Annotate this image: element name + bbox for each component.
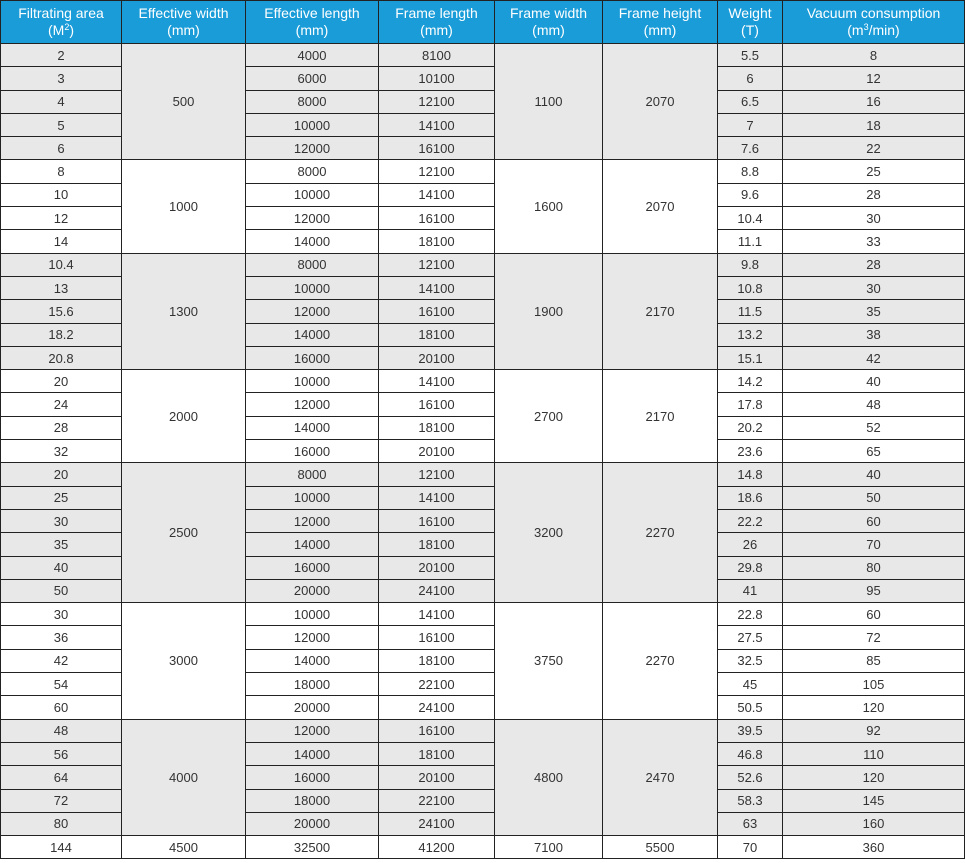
cell-effective-length: 20000 [246,696,379,719]
cell-weight: 20.2 [718,416,783,439]
cell-effective-length: 16000 [246,346,379,369]
cell-vacuum-consumption: 33 [783,230,965,253]
cell-filtrating-area: 42 [1,649,122,672]
header-label: Frame height [618,5,702,21]
cell-effective-length: 12000 [246,137,379,160]
cell-frame-width: 1600 [495,160,603,253]
cell-filtrating-area: 50 [1,579,122,602]
cell-frame-length: 16100 [379,207,495,230]
cell-filtrating-area: 36 [1,626,122,649]
cell-filtrating-area: 35 [1,533,122,556]
cell-vacuum-consumption: 12 [783,67,965,90]
cell-filtrating-area: 10 [1,183,122,206]
cell-effective-length: 12000 [246,393,379,416]
table-row [1,719,965,742]
cell-filtrating-area: 14 [1,230,122,253]
cell-vacuum-consumption: 30 [783,207,965,230]
cell-frame-length: 16100 [379,300,495,323]
cell-effective-length: 32500 [246,836,379,859]
cell-filtrating-area: 24 [1,393,122,416]
cell-effective-length: 8000 [246,90,379,113]
cell-weight: 5.5 [718,44,783,67]
cell-effective-length: 8000 [246,160,379,183]
cell-effective-length: 14000 [246,323,379,346]
header-effective-length [246,1,379,44]
cell-filtrating-area: 25 [1,486,122,509]
cell-vacuum-consumption: 22 [783,137,965,160]
cell-frame-length: 20100 [379,440,495,463]
cell-effective-length: 16000 [246,440,379,463]
cell-weight: 6 [718,67,783,90]
cell-weight: 9.8 [718,253,783,276]
cell-filtrating-area: 13 [1,276,122,299]
cell-vacuum-consumption: 145 [783,789,965,812]
cell-effective-width: 3000 [122,603,246,719]
cell-effective-length: 8000 [246,463,379,486]
cell-weight: 27.5 [718,626,783,649]
header-label: Frame width [509,5,588,21]
cell-weight: 18.6 [718,486,783,509]
cell-frame-length: 20100 [379,556,495,579]
cell-frame-width: 7100 [495,836,603,859]
cell-vacuum-consumption: 40 [783,463,965,486]
header-unit: (mm) [167,22,200,38]
cell-frame-length: 24100 [379,812,495,835]
cell-frame-length: 8100 [379,44,495,67]
cell-effective-length: 10000 [246,603,379,626]
cell-filtrating-area: 40 [1,556,122,579]
cell-frame-length: 14100 [379,113,495,136]
cell-effective-width: 1000 [122,160,246,253]
cell-vacuum-consumption: 38 [783,323,965,346]
cell-effective-length: 10000 [246,370,379,393]
cell-vacuum-consumption: 65 [783,440,965,463]
cell-frame-length: 14100 [379,486,495,509]
cell-frame-width: 1900 [495,253,603,369]
cell-frame-length: 20100 [379,766,495,789]
cell-filtrating-area: 28 [1,416,122,439]
cell-vacuum-consumption: 160 [783,812,965,835]
cell-weight: 10.8 [718,276,783,299]
cell-effective-length: 20000 [246,812,379,835]
header-unit: (mm) [643,22,677,38]
cell-vacuum-consumption: 42 [783,346,965,369]
cell-frame-height: 2270 [603,463,718,603]
cell-effective-length: 18000 [246,673,379,696]
cell-weight: 7.6 [718,137,783,160]
header-unit: (mm) [295,22,329,38]
cell-vacuum-consumption: 50 [783,486,965,509]
cell-effective-length: 10000 [246,113,379,136]
cell-vacuum-consumption: 360 [783,836,965,859]
cell-frame-length: 18100 [379,416,495,439]
cell-effective-length: 16000 [246,556,379,579]
cell-effective-length: 12000 [246,207,379,230]
table-row [1,370,965,393]
cell-frame-length: 12100 [379,253,495,276]
cell-weight: 52.6 [718,766,783,789]
cell-effective-length: 20000 [246,579,379,602]
cell-effective-length: 8000 [246,253,379,276]
cell-vacuum-consumption: 18 [783,113,965,136]
cell-effective-width: 4000 [122,719,246,835]
cell-vacuum-consumption: 28 [783,253,965,276]
cell-weight: 13.2 [718,323,783,346]
cell-vacuum-consumption: 92 [783,719,965,742]
cell-effective-length: 10000 [246,486,379,509]
cell-effective-length: 10000 [246,276,379,299]
cell-weight: 14.8 [718,463,783,486]
cell-weight: 26 [718,533,783,556]
cell-weight: 39.5 [718,719,783,742]
cell-effective-width: 4500 [122,836,246,859]
cell-frame-height: 2470 [603,719,718,835]
cell-frame-length: 12100 [379,160,495,183]
cell-frame-length: 22100 [379,673,495,696]
cell-vacuum-consumption: 70 [783,533,965,556]
cell-weight: 15.1 [718,346,783,369]
cell-weight: 32.5 [718,649,783,672]
cell-effective-length: 14000 [246,230,379,253]
cell-weight: 50.5 [718,696,783,719]
cell-frame-height: 2070 [603,160,718,253]
cell-filtrating-area: 12 [1,207,122,230]
cell-filtrating-area: 30 [1,603,122,626]
cell-weight: 29.8 [718,556,783,579]
cell-effective-length: 14000 [246,649,379,672]
cell-frame-length: 18100 [379,230,495,253]
cell-weight: 58.3 [718,789,783,812]
cell-filtrating-area: 10.4 [1,253,122,276]
cell-frame-length: 14100 [379,183,495,206]
cell-frame-length: 16100 [379,719,495,742]
cell-frame-length: 18100 [379,323,495,346]
cell-effective-length: 10000 [246,183,379,206]
cell-weight: 14.2 [718,370,783,393]
header-frame-width [495,1,603,44]
cell-filtrating-area: 80 [1,812,122,835]
cell-frame-width: 3750 [495,603,603,719]
cell-filtrating-area: 2 [1,44,122,67]
cell-effective-length: 12000 [246,719,379,742]
cell-filtrating-area: 6 [1,137,122,160]
cell-vacuum-consumption: 85 [783,649,965,672]
cell-vacuum-consumption: 110 [783,742,965,765]
cell-effective-length: 14000 [246,533,379,556]
cell-frame-length: 14100 [379,603,495,626]
cell-filtrating-area: 56 [1,742,122,765]
cell-frame-height: 2270 [603,603,718,719]
cell-filtrating-area: 20 [1,463,122,486]
cell-weight: 63 [718,812,783,835]
cell-weight: 17.8 [718,393,783,416]
cell-vacuum-consumption: 72 [783,626,965,649]
cell-weight: 7 [718,113,783,136]
cell-frame-length: 10100 [379,67,495,90]
cell-effective-length: 14000 [246,416,379,439]
cell-frame-length: 14100 [379,370,495,393]
cell-vacuum-consumption: 80 [783,556,965,579]
cell-frame-width: 1100 [495,44,603,160]
cell-filtrating-area: 30 [1,509,122,532]
cell-weight: 41 [718,579,783,602]
cell-weight: 22.2 [718,509,783,532]
cell-frame-length: 16100 [379,626,495,649]
cell-effective-width: 2000 [122,370,246,463]
cell-vacuum-consumption: 30 [783,276,965,299]
header-vacuum-consumption [783,1,965,44]
table-row [1,836,965,859]
cell-vacuum-consumption: 60 [783,603,965,626]
cell-effective-length: 14000 [246,742,379,765]
cell-effective-length: 12000 [246,626,379,649]
cell-filtrating-area: 8 [1,160,122,183]
header-unit: $(M^2)$ [47,22,74,38]
table-row [1,44,965,67]
cell-filtrating-area: 18.2 [1,323,122,346]
header-unit: (mm) [532,22,565,38]
cell-filtrating-area: 72 [1,789,122,812]
cell-weight: 46.8 [718,742,783,765]
cell-effective-width: 1300 [122,253,246,369]
cell-frame-length: 22100 [379,789,495,812]
cell-vacuum-consumption: 40 [783,370,965,393]
header-label: Frame length [395,5,478,21]
cell-effective-length: 18000 [246,789,379,812]
cell-vacuum-consumption: 35 [783,300,965,323]
table-row [1,160,965,183]
cell-vacuum-consumption: 25 [783,160,965,183]
cell-frame-height: 2070 [603,44,718,160]
cell-vacuum-consumption: 8 [783,44,965,67]
cell-weight: 11.1 [718,230,783,253]
cell-vacuum-consumption: 16 [783,90,965,113]
cell-frame-length: 24100 [379,579,495,602]
cell-vacuum-consumption: 28 [783,183,965,206]
cell-weight: 8.8 [718,160,783,183]
cell-frame-height: 2170 [603,253,718,369]
cell-filtrating-area: 20.8 [1,346,122,369]
cell-filtrating-area: 64 [1,766,122,789]
cell-filtrating-area: 60 [1,696,122,719]
cell-frame-width: 4800 [495,719,603,835]
cell-vacuum-consumption: 48 [783,393,965,416]
cell-effective-length: 4000 [246,44,379,67]
cell-frame-length: 16100 [379,137,495,160]
cell-frame-length: 18100 [379,533,495,556]
cell-weight: 11.5 [718,300,783,323]
cell-weight: 23.6 [718,440,783,463]
table-row [1,603,965,626]
table-row [1,463,965,486]
cell-filtrating-area: 48 [1,719,122,742]
cell-vacuum-consumption: 120 [783,766,965,789]
cell-effective-length: 12000 [246,509,379,532]
cell-frame-length: 20100 [379,346,495,369]
cell-weight: 70 [718,836,783,859]
cell-vacuum-consumption: 60 [783,509,965,532]
cell-effective-length: 16000 [246,766,379,789]
cell-frame-length: 41200 [379,836,495,859]
cell-filtrating-area: 5 [1,113,122,136]
header-effective-width [122,1,246,44]
header-unit: (T) [741,22,759,38]
cell-frame-length: 18100 [379,742,495,765]
cell-frame-length: 16100 [379,393,495,416]
cell-frame-length: 16100 [379,509,495,532]
cell-vacuum-consumption: 120 [783,696,965,719]
cell-frame-height: 2170 [603,370,718,463]
cell-effective-length: 6000 [246,67,379,90]
cell-weight: 6.5 [718,90,783,113]
header-weight [718,1,783,44]
cell-frame-length: 12100 [379,90,495,113]
cell-filtrating-area: 3 [1,67,122,90]
table-row [1,253,965,276]
cell-filtrating-area: 144 [1,836,122,859]
cell-frame-height: 5500 [603,836,718,859]
header-unit: (mm) [420,22,453,38]
cell-frame-length: 24100 [379,696,495,719]
cell-frame-length: 14100 [379,276,495,299]
cell-frame-length: 18100 [379,649,495,672]
cell-filtrating-area: 4 [1,90,122,113]
cell-effective-width: 2500 [122,463,246,603]
cell-frame-width: 2700 [495,370,603,463]
cell-frame-length: 12100 [379,463,495,486]
header-label: Effective width [138,5,229,21]
cell-weight: 10.4 [718,207,783,230]
cell-frame-width: 3200 [495,463,603,603]
cell-vacuum-consumption: 52 [783,416,965,439]
header-label: Weight [728,5,772,21]
header-row [1,1,965,44]
header-label: Vacuum consumption [806,5,941,21]
cell-filtrating-area: 32 [1,440,122,463]
cell-weight: 9.6 [718,183,783,206]
header-frame-height [603,1,718,44]
cell-vacuum-consumption: 105 [783,673,965,696]
header-unit: $(m^3/\min)$ [847,22,900,38]
header-label: Effective length [264,5,360,21]
header-label: Filtrating area [18,5,104,21]
cell-effective-length: 12000 [246,300,379,323]
cell-filtrating-area: 20 [1,370,122,393]
cell-vacuum-consumption: 95 [783,579,965,602]
cell-filtrating-area: 54 [1,673,122,696]
header-filtrating-area [1,1,122,44]
cell-weight: 22.8 [718,603,783,626]
cell-effective-width: 500 [122,44,246,160]
cell-filtrating-area: 15.6 [1,300,122,323]
header-frame-length [379,1,495,44]
cell-weight: 45 [718,673,783,696]
spec-table-body [1,44,965,859]
